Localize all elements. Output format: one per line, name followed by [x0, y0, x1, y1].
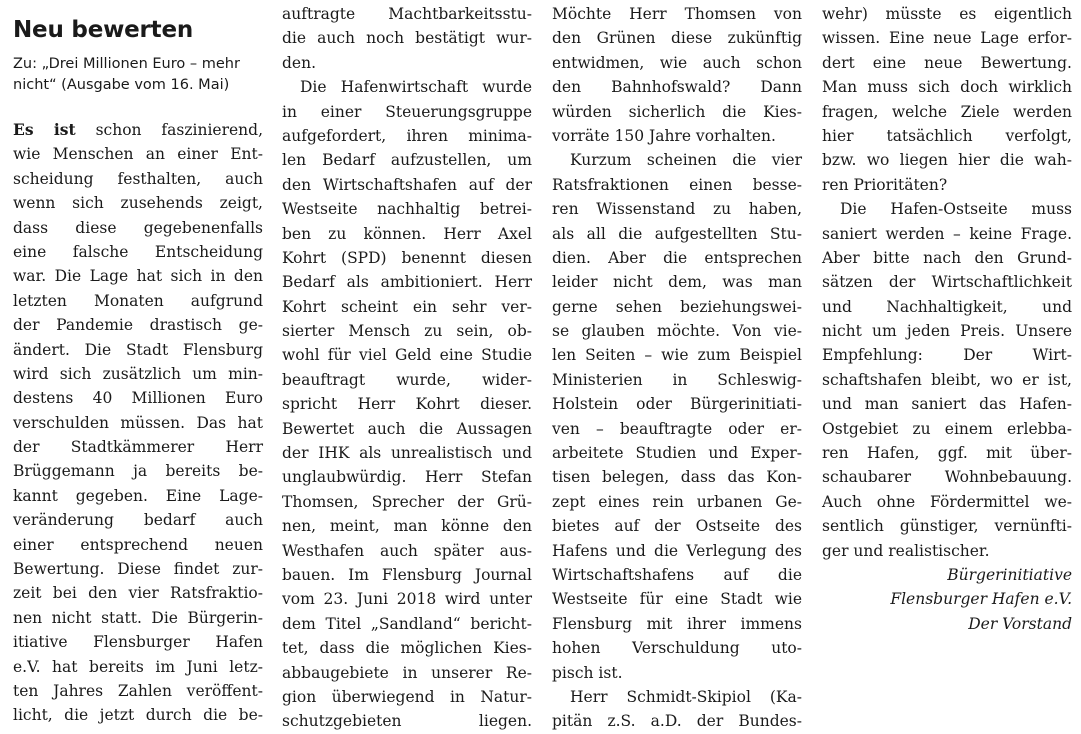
text-line: Kohrt scheint ein sehr ver-: [282, 297, 532, 316]
signature-line: Bürgerinitiative: [947, 565, 1072, 584]
text-line: nicht um jeden Preis. Unsere: [822, 322, 1072, 341]
text-line: ren Hafen, ggf. mit über-: [822, 444, 1072, 463]
text-line: Herr Schmidt-Skipiol (Ka-: [570, 687, 802, 706]
lead-words: Es ist: [13, 120, 76, 139]
text-line: se glauben möchte. Von vie-: [552, 322, 802, 341]
text-line: Auch ohne Fördermittel we-: [822, 492, 1072, 511]
body-text: [13, 118, 263, 728]
text-line: bzw. wo liegen hier die wah-: [822, 151, 1072, 170]
text-line: Ratsfraktionen einen besse-: [552, 175, 802, 194]
text-line: hohen Verschuldung uto-: [552, 639, 802, 658]
text-line: kannt gegeben. Eine Lage-: [13, 486, 263, 505]
text-line: würden sicherlich die Kies-: [552, 102, 802, 121]
text-line: die auch noch bestätigt wur-: [282, 29, 532, 48]
text-line: Aber bitte nach den Grund-: [822, 248, 1072, 267]
text-line: wohl für viel Geld eine Studie: [282, 346, 532, 365]
text-line: len Bedarf aufzustellen, um: [282, 151, 532, 170]
text-line: ren Prioritäten?: [822, 175, 948, 194]
text-line: dien. Aber die entsprechen: [552, 248, 802, 267]
text-line: der Pandemie drastisch ge-: [13, 316, 263, 335]
text-line: veränderung bedarf auch: [13, 511, 263, 530]
text-line: Bewertung. Diese findet zur-: [13, 560, 263, 579]
text-line: wehr) müsste es eigentlich: [822, 5, 1072, 23]
column-1: [13, 2, 263, 728]
text-line: leider nicht dem, was man: [552, 273, 802, 292]
text-line: beauftragt wurde, wider-: [282, 370, 532, 389]
text-line: ven – beauftragte oder er-: [552, 419, 802, 438]
text-line: und Nachhaltigkeit, und: [822, 297, 1072, 316]
text-line: e.V. hat bereits im Juni letz-: [13, 657, 263, 676]
text-line: sätzen der Wirtschaftlichkeit: [822, 273, 1072, 292]
text-line: fragen, welche Ziele werden: [822, 102, 1072, 121]
text-line: zeit bei den vier Ratsfraktio-: [13, 584, 263, 603]
text-line: gerne sehen beziehungswei-: [552, 297, 802, 316]
text-line: schutzgebieten liegen.: [282, 712, 532, 731]
text-line: tisen belegen, dass das Kon-: [552, 468, 802, 487]
text-line: den Bahnhofswald? Dann: [552, 78, 802, 97]
text-line: wenn sich zusehends zeigt,: [13, 194, 263, 213]
column-3: [552, 2, 802, 734]
text-line: ger und realistischer.: [822, 541, 990, 560]
text-line: Empfehlung: Der Wirt-: [822, 346, 1072, 365]
text-line: Westseite nachhaltig betrei-: [282, 200, 532, 219]
text-line: pisch ist.: [552, 663, 623, 682]
text-line: spricht Herr Kohrt dieser.: [282, 395, 532, 414]
reference-note: [13, 54, 263, 96]
text-line: auftragte Machtbarkeitsstu-: [282, 5, 532, 23]
text-line: den Grünen diese zukünftig: [552, 29, 802, 48]
text-line: Möchte Herr Thomsen von: [552, 5, 802, 23]
text-line: Flensburg mit ihrer immens: [552, 614, 802, 633]
text-line: einer entsprechend neuen: [13, 535, 263, 554]
text-line: wie Menschen an einer Ent-: [13, 145, 263, 164]
text-line: dass diese gegebenenfalls: [13, 218, 263, 237]
headline: Neu bewerten: [13, 17, 194, 43]
text-line: Westhafen auch später aus-: [282, 541, 532, 560]
text-line: entwidmen, wie auch schon: [552, 53, 802, 72]
text-line: Die Hafen-Ostseite muss: [840, 200, 1072, 219]
text-line: vom 23. Juni 2018 wird unter: [282, 590, 532, 609]
text-line: gion überwiegend in Natur-: [282, 687, 532, 706]
text-line: Thomsen, Sprecher der Grü-: [282, 492, 532, 511]
text-line: hier tatsächlich verfolgt,: [822, 126, 1072, 145]
text-line: den Wirtschaftshafen auf der: [282, 175, 532, 194]
text-line: in einer Steuerungsgruppe: [282, 102, 532, 121]
text-line: Brüggemann ja bereits be-: [13, 462, 263, 481]
text-line: abbaugebiete in unserer Re-: [282, 663, 532, 682]
text-line: den.: [282, 53, 317, 72]
text-line: Holstein oder Bürgerinitiati-: [552, 395, 802, 414]
text-line: Ostgebiet zu einem erlebba-: [822, 419, 1072, 438]
text-line: der Stadtkämmerer Herr: [13, 438, 263, 457]
text-line: dert eine neue Bewertung.: [822, 53, 1072, 72]
column-4: [822, 2, 1072, 636]
signature-line: Flensburger Hafen e.V.: [890, 590, 1072, 609]
text-line: Bewertet auch die Aussagen: [282, 419, 532, 438]
text-line: vorräte 150 Jahre vorhalten.: [552, 126, 776, 145]
text-line: ten Jahres Zahlen veröffent-: [13, 681, 263, 700]
column-2: [282, 2, 532, 734]
text-line: ben zu können. Herr Axel: [282, 224, 532, 243]
reference-line: Zu: „Drei Millionen Euro – mehr: [13, 56, 240, 72]
text-line: wissen. Eine neue Lage erfor-: [822, 29, 1072, 48]
text-line: len Seiten – wie zum Beispiel: [552, 346, 802, 365]
text-line: nen nicht statt. Die Bürgerin-: [13, 608, 263, 627]
text-line: licht, die jetzt durch die be-: [13, 706, 263, 725]
text-line: sentlich günstiger, vernünfti-: [822, 517, 1072, 536]
text-line: aufgefordert, ihren minima-: [282, 126, 532, 145]
text-line: war. Die Lage hat sich in den: [13, 267, 263, 286]
text-line: Hafens und die Verlegung des: [552, 541, 802, 560]
text-line: [13, 118, 263, 142]
text-line: der IHK als unrealistisch und: [282, 444, 532, 463]
text-line: Wirtschaftshafens auf die: [552, 565, 802, 584]
text-line: nen, meint, man könne den: [282, 517, 532, 536]
text-line: letzten Monaten aufgrund: [13, 291, 263, 310]
signature-line: Der Vorstand: [968, 614, 1072, 633]
text-line: Ministerien in Schleswig-: [552, 370, 802, 389]
text-line: tet, dass die möglichen Kies-: [282, 639, 532, 658]
text-line: ren Wissenstand zu haben,: [552, 200, 802, 219]
text-line: als all die aufgestellten Stu-: [552, 224, 802, 243]
reference-line: nicht“ (Ausgabe vom 16. Mai): [13, 77, 230, 93]
text-line: itiative Flensburger Hafen: [13, 633, 263, 652]
text-line: Die Hafenwirtschaft wurde: [300, 78, 532, 97]
text-line: eine falsche Entscheidung: [13, 242, 263, 261]
text-line: schaubarer Wohnbebauung.: [822, 468, 1072, 487]
text-line: dem Titel „Sandland“ bericht-: [282, 614, 532, 633]
text-line: und man saniert das Hafen-: [822, 395, 1072, 414]
text-line: ändert. Die Stadt Flensburg: [13, 340, 263, 359]
text-line: bauen. Im Flensburg Journal: [282, 565, 532, 584]
text-line: saniert werden – keine Frage.: [822, 224, 1072, 243]
text-line: Man muss sich doch wirklich: [822, 78, 1072, 97]
text-fragment: schon faszinierend,: [75, 121, 263, 139]
text-line: Westseite für eine Stadt wie: [552, 590, 802, 609]
text-line: verschulden müssen. Das hat: [13, 413, 263, 432]
text-line: destens 40 Millionen Euro: [13, 389, 263, 408]
text-line: bietes auf der Ostseite des: [552, 517, 802, 536]
signature: [822, 563, 1072, 636]
text-line: arbeitete Studien und Exper-: [552, 444, 802, 463]
text-line: wird sich zusätzlich um min-: [13, 364, 263, 383]
text-line: Kohrt (SPD) benennt diesen: [282, 248, 532, 267]
text-line: Kurzum scheinen die vier: [570, 151, 802, 170]
text-line: Bedarf als ambitioniert. Herr: [282, 273, 532, 292]
text-line: schaftshafen bleibt, wo er ist,: [822, 370, 1072, 389]
text-line: pitän z.S. a.D. der Bundes-: [552, 712, 802, 731]
text-line: unglaubwürdig. Herr Stefan: [282, 468, 532, 487]
text-line: scheidung festhalten, auch: [13, 169, 263, 188]
text-line: sierter Mensch zu sein, ob-: [282, 322, 532, 341]
text-line: zept eines rein urbanen Ge-: [552, 492, 802, 511]
